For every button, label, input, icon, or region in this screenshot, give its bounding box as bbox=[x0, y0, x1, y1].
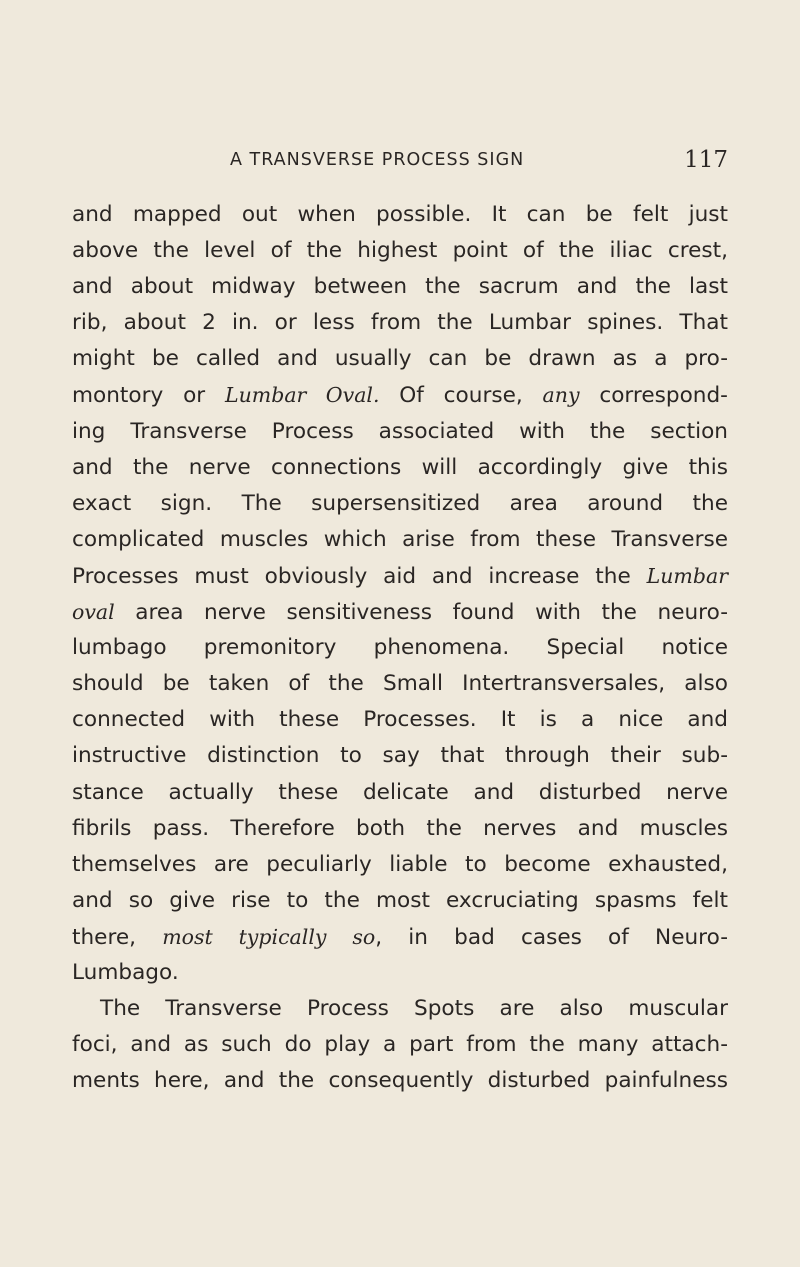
text-segment: rib, about 2 in. or less from the Lumbar spines. That bbox=[72, 310, 728, 336]
text-segment: stance actually these delicate and disturbed nerve bbox=[72, 779, 728, 805]
text-line bbox=[72, 847, 728, 883]
text-segment: should be taken of the Small Intertransversales, also bbox=[72, 671, 728, 697]
text-line bbox=[72, 305, 728, 341]
text-line bbox=[72, 775, 728, 811]
text-line bbox=[72, 1027, 728, 1063]
text-segment: foci, and as such do play a part from the many attach- bbox=[72, 1032, 728, 1058]
running-head bbox=[72, 147, 728, 180]
text-segment: The Transverse Process Spots are also muscular bbox=[100, 996, 728, 1022]
text-line bbox=[72, 811, 728, 847]
text-line bbox=[72, 630, 728, 666]
text-segment: themselves are peculiarly liable to become exhausted, bbox=[72, 851, 728, 877]
text-line bbox=[72, 955, 728, 991]
italic-text: oval bbox=[72, 600, 115, 625]
text-line bbox=[72, 450, 728, 486]
text-segment: Of course, bbox=[379, 383, 543, 409]
text-segment: , in bad cases of Neuro- bbox=[375, 924, 728, 950]
body-text bbox=[72, 197, 728, 1099]
text-segment: instructive distinction to say that through their sub- bbox=[72, 743, 728, 769]
text-segment: and the nerve connections will accordingly give this bbox=[72, 454, 728, 480]
text-line bbox=[72, 486, 728, 522]
text-segment: Lumbago. bbox=[72, 959, 179, 985]
text-line bbox=[72, 702, 728, 738]
text-segment: lumbago premonitory phenomena. Special notice bbox=[72, 635, 728, 661]
text-line bbox=[72, 269, 728, 305]
text-segment: correspond- bbox=[579, 383, 728, 409]
text-line bbox=[72, 233, 728, 269]
text-segment: connected with these Processes. It is a nice and bbox=[72, 707, 728, 733]
text-line bbox=[72, 883, 728, 919]
text-segment: there, bbox=[72, 924, 163, 950]
text-segment: exact sign. The supersensitized area around the bbox=[72, 490, 728, 516]
text-line bbox=[72, 738, 728, 774]
text-line bbox=[72, 991, 728, 1027]
text-segment: and mapped out when possible. It can be felt just bbox=[72, 202, 728, 227]
italic-text: most typically so bbox=[162, 924, 376, 949]
text-segment: Processes must obviously aid and increase the bbox=[72, 563, 647, 589]
italic-text: Lumbar bbox=[646, 563, 728, 588]
text-segment: ing Transverse Process associated with the section bbox=[72, 418, 728, 444]
text-segment: area nerve sensitiveness found with the neuro- bbox=[114, 600, 728, 626]
text-segment: above the level of the highest point of the iliac crest, bbox=[72, 238, 728, 264]
text-line bbox=[72, 522, 728, 558]
text-line bbox=[72, 594, 728, 630]
text-line bbox=[72, 558, 728, 594]
text-segment: montory or bbox=[72, 383, 225, 409]
text-segment: and about midway between the sacrum and the last bbox=[72, 274, 728, 300]
text-segment: fibrils pass. Therefore both the nerves and muscles bbox=[72, 815, 728, 841]
text-line bbox=[72, 1063, 728, 1099]
text-segment: might be called and usually can be drawn as a pro- bbox=[72, 346, 728, 372]
text-line bbox=[72, 377, 728, 413]
text-line bbox=[72, 919, 728, 955]
italic-text: Lumbar Oval. bbox=[224, 383, 380, 408]
page-number: 117 bbox=[684, 147, 728, 173]
text-line bbox=[72, 341, 728, 377]
text-segment: ments here, and the consequently disturbed painfulness bbox=[72, 1068, 728, 1094]
text-segment: and so give rise to the most excruciating spasms felt bbox=[72, 887, 728, 913]
text-line bbox=[72, 414, 728, 450]
text-line bbox=[72, 197, 728, 233]
text-segment: complicated muscles which arise from these Transverse bbox=[72, 526, 728, 552]
text-line bbox=[72, 666, 728, 702]
running-title: A TRANSVERSE PROCESS SIGN bbox=[230, 150, 525, 170]
italic-text: any bbox=[542, 383, 580, 408]
